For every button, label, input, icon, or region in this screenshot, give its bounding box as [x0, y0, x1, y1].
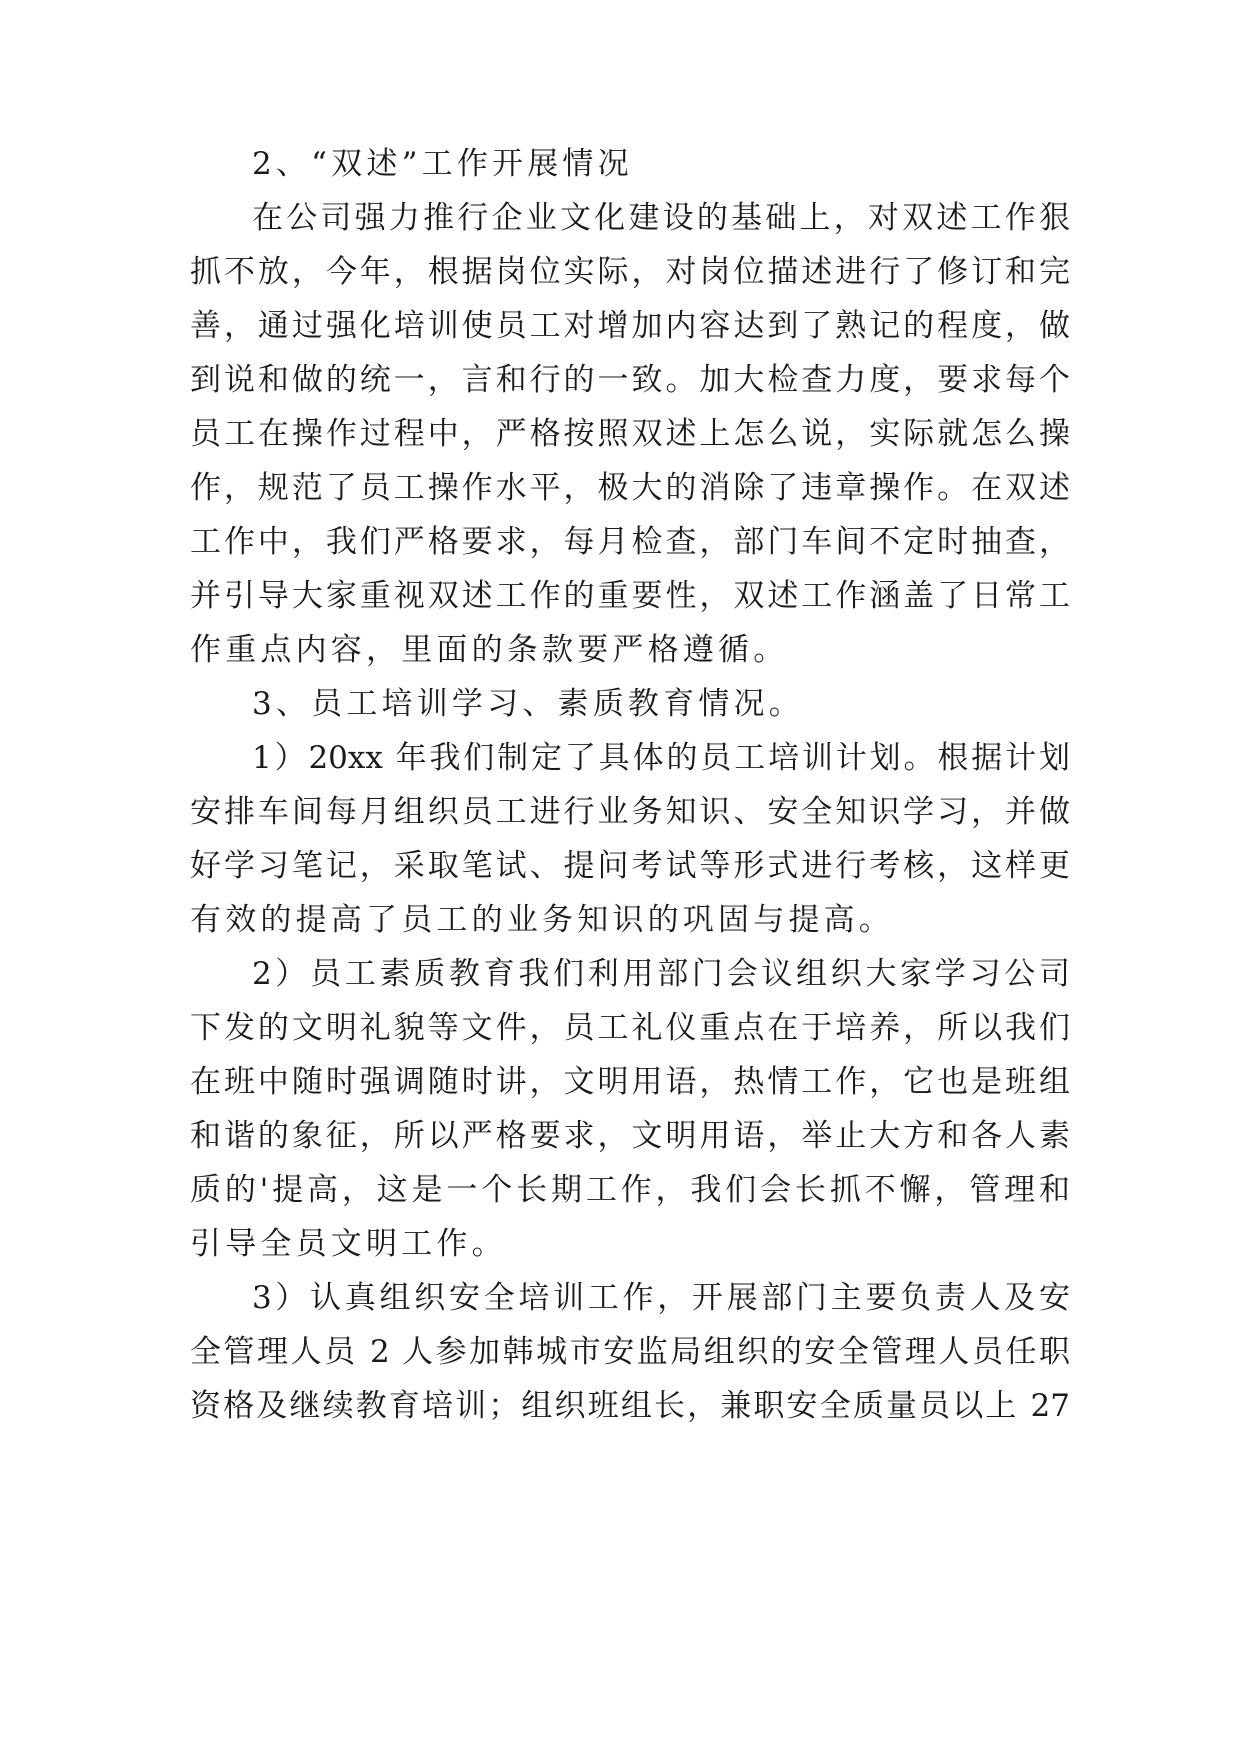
- paragraph-line: 作重点内容，里面的条款要严格遵循。: [190, 632, 789, 668]
- paragraph-line: 工作中，我们严格要求，每月检查，部门车间不定时抽查，: [190, 524, 1070, 560]
- section-heading-dual-statement: 2、“双述”工作开展情况: [252, 146, 633, 182]
- paragraph-line: 资格及继续教育培训；组织班组长，兼职安全质量员以上 27: [190, 1388, 1070, 1424]
- paragraph-line: 好学习笔记，采取笔试、提问考试等形式进行考核，这样更: [190, 848, 1070, 884]
- paragraph-line: 引导全员文明工作。: [190, 1226, 507, 1262]
- paragraph-line: 在公司强力推行企业文化建设的基础上，对双述工作狠: [252, 200, 1070, 236]
- paragraph-line: 有效的提高了员工的业务知识的巩固与提高。: [190, 902, 894, 938]
- paragraph-line: 员工在操作过程中，严格按照双述上怎么说，实际就怎么操: [190, 416, 1070, 452]
- paragraph-line: 到说和做的统一，言和行的一致。加大检查力度，要求每个: [190, 362, 1070, 398]
- paragraph-line: 2）员工素质教育我们利用部门会议组织大家学习公司: [252, 956, 1070, 992]
- paragraph-line: 善，通过强化培训使员工对增加内容达到了熟记的程度，做: [190, 308, 1070, 344]
- paragraph-line: 安排车间每月组织员工进行业务知识、安全知识学习，并做: [190, 794, 1070, 830]
- section-heading-training: 3、员工培训学习、素质教育情况。: [252, 686, 804, 722]
- paragraph-line: 抓不放，今年，根据岗位实际，对岗位描述进行了修订和完: [190, 254, 1070, 290]
- paragraph-line: 在班中随时强调随时讲，文明用语，热情工作，它也是班组: [190, 1064, 1070, 1100]
- paragraph-line: 质的'提高，这是一个长期工作，我们会长抓不懈，管理和: [190, 1172, 1070, 1208]
- paragraph-line: 1）20xx 年我们制定了具体的员工培训计划。根据计划: [252, 740, 1070, 776]
- paragraph-line: 下发的文明礼貌等文件，员工礼仪重点在于培养，所以我们: [190, 1010, 1070, 1046]
- paragraph-line: 3）认真组织安全培训工作，开展部门主要负责人及安: [252, 1280, 1070, 1316]
- paragraph-line: 作，规范了员工操作水平，极大的消除了违章操作。在双述: [190, 470, 1070, 506]
- paragraph-line: 全管理人员 2 人参加韩城市安监局组织的安全管理人员任职: [190, 1334, 1070, 1370]
- paragraph-line: 和谐的象征，所以严格要求，文明用语，举止大方和各人素: [190, 1118, 1070, 1154]
- paragraph-line: 并引导大家重视双述工作的重要性，双述工作涵盖了日常工: [190, 578, 1070, 614]
